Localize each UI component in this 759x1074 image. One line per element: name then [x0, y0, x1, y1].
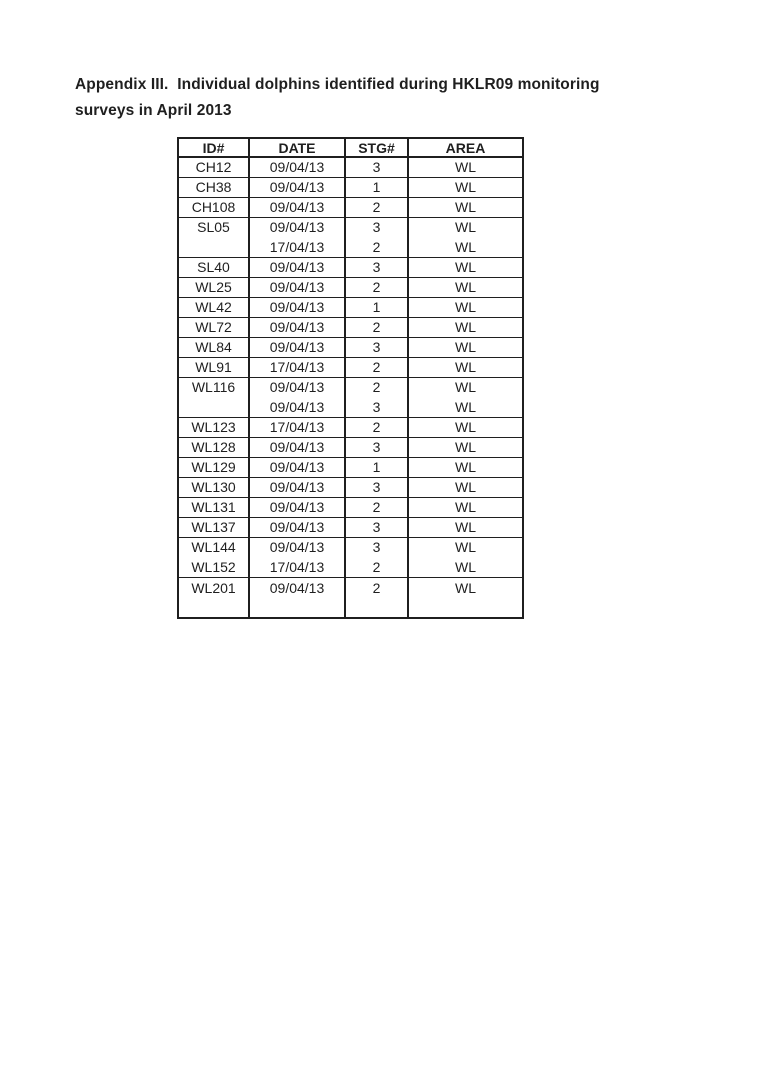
cell-id: WL123: [178, 417, 249, 437]
table-row: [178, 237, 523, 257]
cell-id: WL201: [178, 577, 249, 618]
cell-stg: 3: [345, 437, 408, 457]
cell-stg: 3: [345, 537, 408, 557]
cell-id: SL40: [178, 257, 249, 277]
cell-id: WL116: [178, 377, 249, 397]
cell-id: WL130: [178, 477, 249, 497]
cell-date: 09/04/13: [249, 397, 345, 417]
column-header-stg: STG#: [345, 138, 408, 157]
cell-stg: 1: [345, 177, 408, 197]
table-row-wl128: [178, 437, 523, 457]
table-header: [178, 138, 523, 157]
dolphin-sightings-table: [177, 137, 524, 619]
cell-area: WL: [408, 297, 523, 317]
cell-stg: 2: [345, 557, 408, 577]
cell-stg: 2: [345, 577, 408, 618]
table-row-sl05: [178, 217, 523, 237]
cell-area: WL: [408, 497, 523, 517]
table-row-wl137: [178, 517, 523, 537]
cell-id: WL152: [191, 558, 236, 575]
table-row-wl72: [178, 317, 523, 337]
table-row-ch38: [178, 177, 523, 197]
cell-area: WL: [408, 237, 523, 257]
cell-id: [178, 397, 249, 417]
cell-id: [178, 237, 249, 257]
cell-area: WL: [408, 457, 523, 477]
cell-date: 09/04/13: [249, 337, 345, 357]
cell-date: 17/04/13: [249, 237, 345, 257]
cell-area: WL: [408, 357, 523, 377]
cell-stg: 1: [345, 457, 408, 477]
cell-area: WL: [408, 517, 523, 537]
table-row-wl25: [178, 277, 523, 297]
cell-id: CH12: [195, 159, 232, 176]
cell-area: WL: [408, 477, 523, 497]
cell-area: WL: [408, 437, 523, 457]
table-row-wl123: [178, 417, 523, 437]
table-row-wl144: [178, 537, 523, 557]
column-header-id: ID#: [178, 138, 249, 157]
table-row-wl116: [178, 377, 523, 397]
cell-area: WL: [408, 277, 523, 297]
cell-stg: 2: [345, 317, 408, 337]
cell-stg: 3: [345, 257, 408, 277]
cell-id: WL131: [178, 497, 249, 517]
table-row-ch108: [178, 197, 523, 217]
cell-stg: 2: [345, 197, 408, 217]
cell-date: 09/04/13: [249, 477, 345, 497]
cell-stg: 2: [345, 237, 408, 257]
cell-date: 09/04/13: [249, 497, 345, 517]
cell-area: WL: [408, 337, 523, 357]
cell-date: 09/04/13: [249, 577, 345, 618]
cell-id: WL144: [178, 537, 249, 557]
cell-date: 09/04/13: [249, 177, 345, 197]
table-row-wl91: [178, 357, 523, 377]
table-row-wl130: [178, 477, 523, 497]
table-row-sl40: [178, 257, 523, 277]
cell-id: WL72: [178, 317, 249, 337]
cell-stg: 3: [345, 217, 408, 237]
cell-area: WL: [408, 377, 523, 397]
page-title-line2: surveys in April 2013: [75, 102, 232, 119]
cell-area: WL: [408, 157, 523, 177]
page-title: [75, 72, 600, 124]
cell-stg: 3: [345, 337, 408, 357]
cell-area: WL: [408, 577, 523, 618]
table-row-wl201: [178, 577, 523, 618]
cell-id: WL25: [178, 277, 249, 297]
table-row-wl84: [178, 337, 523, 357]
cell-date: 09/04/13: [249, 537, 345, 557]
cell-date: 17/04/13: [249, 357, 345, 377]
cell-date: 09/04/13: [249, 457, 345, 477]
cell-date: 09/04/13: [249, 517, 345, 537]
cell-date: 09/04/13: [249, 257, 345, 277]
cell-stg: 2: [345, 357, 408, 377]
cell-stg: 3: [345, 157, 408, 177]
cell-id: WL42: [178, 297, 249, 317]
cell-area: WL: [408, 417, 523, 437]
cell-area: WL: [408, 317, 523, 337]
cell-area: WL: [408, 397, 523, 417]
cell-stg: 2: [345, 497, 408, 517]
table-row-wl152: [178, 557, 523, 577]
cell-stg: 3: [345, 517, 408, 537]
cell-id: WL91: [178, 357, 249, 377]
cell-area: WL: [408, 217, 523, 237]
cell-id: CH38: [178, 177, 249, 197]
cell-area: WL: [408, 197, 523, 217]
cell-date: 09/04/13: [249, 157, 345, 177]
cell-date: 17/04/13: [249, 417, 345, 437]
cell-date: 17/04/13: [249, 557, 345, 577]
table-row-wl42: [178, 297, 523, 317]
page-title-line1: Appendix III. Individual dolphins identified during HKLR09 monitoring: [75, 76, 600, 93]
cell-id: WL84: [178, 337, 249, 357]
cell-area: WL: [408, 537, 523, 557]
table-row: [178, 397, 523, 417]
table-body: [178, 157, 523, 618]
table-row-ch12: [178, 157, 523, 177]
cell-date: 09/04/13: [249, 197, 345, 217]
cell-stg: 3: [345, 397, 408, 417]
cell-area: WL: [408, 557, 523, 577]
cell-id: CH108: [178, 197, 249, 217]
cell-date: 09/04/13: [249, 297, 345, 317]
cell-id: WL128: [178, 437, 249, 457]
cell-date: 09/04/13: [249, 377, 345, 397]
cell-area: WL: [408, 177, 523, 197]
cell-date: 09/04/13: [249, 277, 345, 297]
table-row-wl131: [178, 497, 523, 517]
cell-id: WL137: [178, 517, 249, 537]
cell-date: 09/04/13: [249, 317, 345, 337]
cell-stg: 1: [345, 297, 408, 317]
cell-id: SL05: [178, 217, 249, 237]
cell-stg: 2: [345, 277, 408, 297]
cell-stg: 2: [345, 417, 408, 437]
cell-area: WL: [408, 257, 523, 277]
column-header-date: DATE: [249, 138, 345, 157]
cell-date: 09/04/13: [249, 217, 345, 237]
cell-id: WL129: [178, 457, 249, 477]
cell-date: 09/04/13: [249, 437, 345, 457]
column-header-area: AREA: [408, 138, 523, 157]
table-header-row: [178, 138, 523, 157]
cell-stg: 2: [345, 377, 408, 397]
table-row-wl129: [178, 457, 523, 477]
cell-stg: 3: [345, 477, 408, 497]
